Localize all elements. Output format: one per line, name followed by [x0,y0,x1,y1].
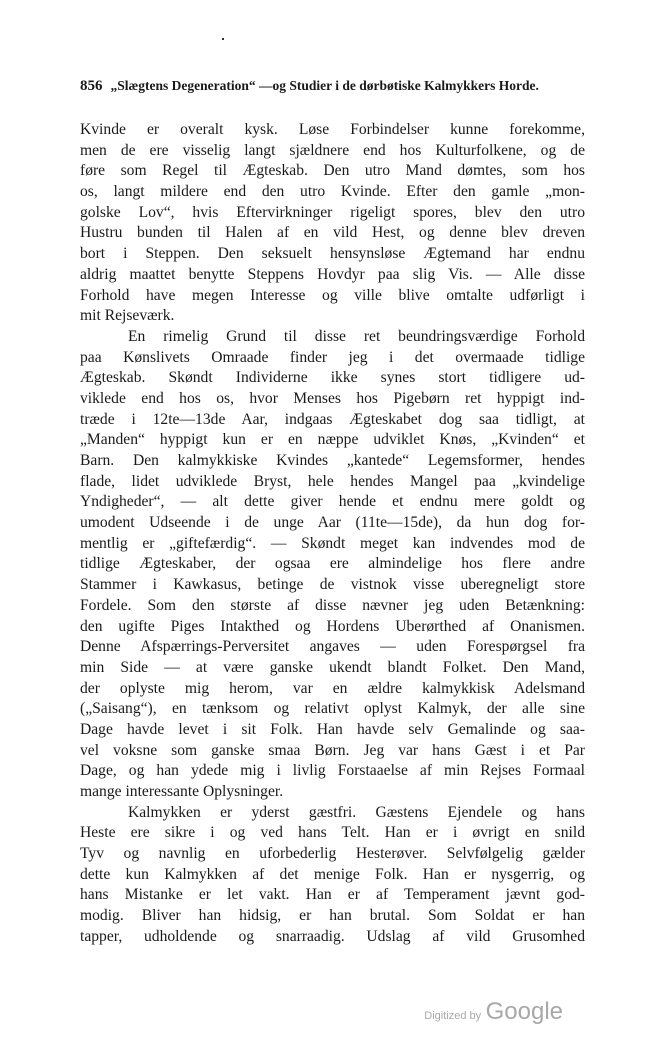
text-line: mange interessante Oplysninger. [80,783,284,800]
running-title: „Slægtens Degeneration“ —og Studier i de dørbøtiske Kalmykkers Horde. [110,78,539,93]
text-line: „Manden“ hyppigt kun er en næppe udviklet Knøs, „Kvinden“ et [80,431,585,449]
text-line: mit Rejseværk. [80,307,175,325]
text-line: Fordele. Som den største af disse nævner jeg uden Betænkning: [80,596,585,614]
text-line: paa Kønslivets Omraade finder jeg i det overmaade tidlige [80,348,585,366]
text-line: mentlig er „giftefærdig“. — Skøndt meget kan indvendes mod de [80,534,585,552]
text-line: føre som Regel til Ægteskab. Den utro Mand dømtes, som hos [80,162,585,180]
text-line: men de ere visselig langt sjældnere end hos Kulturfolkene, og de [80,141,585,159]
text-line: tidlige Ægteskaber, der ogsaa ere almindelige hos flere andre [80,555,585,573]
paragraph-start: En rimelig Grund til disse ret beundringsværdige Forhold [128,327,585,345]
text-line: min Side — at være ganske ukendt blandt Folket. Den Mand, [80,658,585,676]
digitized-by-label: Digitized by [424,1010,482,1022]
text-line: bort i Steppen. Den seksuelt hensynsløse Ægtemand har endnu [80,245,585,263]
text-line: golske Lov“, hvis Eftervirkninger rigeligt spores, blev den utro [80,203,585,221]
text-line: Heste ere sikre i og ved hans Telt. Han er i øvrigt en snild [80,824,585,842]
text-line: tapper, udholdende og snarraadig. Udslag af vild Grusomhed [80,927,585,945]
text-line: dette kun Kalmykken af det menige Folk. Han er nysgerrig, og [80,865,585,883]
text-line: Stammer i Kawkasus, betinge de vistnok visse uberegneligt store [80,576,585,594]
text-line: Forhold have megen Interesse og ville blive omtalte udførligt i [80,286,585,304]
text-line: Tyv og navnlig en uforbederlig Hesterøver. Selvfølgelig gælder [80,845,585,863]
text-line: umodent Udseende i de unge Aar (11te—15de), da hun dog for- [80,514,585,532]
digitized-watermark [424,998,563,1026]
text-line: Denne Afspærrings-Perversitet angaves — uden Forespørgsel fra [80,638,585,656]
running-header [80,78,585,95]
text-line: viklede end hos os, hvor Menses hos Pigebørn ret hyppigt ind- [80,389,585,407]
body-text [80,120,585,948]
text-line: („Saisang“), en tænksom og relativt oplyst Kalmyk, der alle sine [80,700,585,718]
text-line: os, langt mildere end den utro Kvinde. Efter den gamle „mon- [80,183,585,201]
ink-speck [222,38,224,40]
text-line: aldrig maattet benytte Steppens Hovdyr paa slig Vis. — Alle disse [80,265,585,283]
text-line: Kvinde er overalt kysk. Løse Forbindelser kunne forekomme, [80,121,585,138]
text-line: Ægteskab. Skøndt Individerne ikke synes stort tidligere ud- [80,369,585,387]
text-line: Dage havde levet i sit Folk. Han havde selv Gemalinde og saa- [80,720,585,738]
paragraph-start: Kalmykken er yderst gæstfri. Gæstens Ejendele og hans [128,803,585,821]
text-line: vel voksne som ganske smaa Børn. Jeg var hans Gæst i et Par [80,741,585,759]
text-line: der oplyste mig herom, var en ældre kalmykkisk Adelsmand [80,679,585,697]
text-line: Barn. Den kalmykkiske Kvindes „kantede“ Legemsformer, hendes [80,452,585,469]
text-line: den ugifte Piges Intakthed og Hordens Uberørthed af Onanismen. [80,617,585,635]
google-wordmark: Google [485,998,563,1025]
page-number: 856 [80,78,103,94]
text-line: træde i 12te—13de Aar, indgaas Ægteskabet dog saa tidligt, at [80,410,585,428]
text-line: Yndigheder“, — alt dette giver hende et endnu mere goldt og [80,493,585,511]
text-line: Hustru bunden til Halen af en vild Hest, og denne blev dreven [80,224,585,242]
text-line: Dage, og han ydede mig i livlig Forstaaelse af min Rejses Formaal [80,762,585,780]
text-line: hans Mistanke er let vakt. Han er af Temperament jævnt god- [80,886,585,904]
text-line: flade, lidet udviklede Bryst, hele hendes Mangel paa „kvindelige [80,472,585,490]
text-line: modig. Bliver han hidsig, er han brutal. Som Soldat er han [80,907,585,925]
